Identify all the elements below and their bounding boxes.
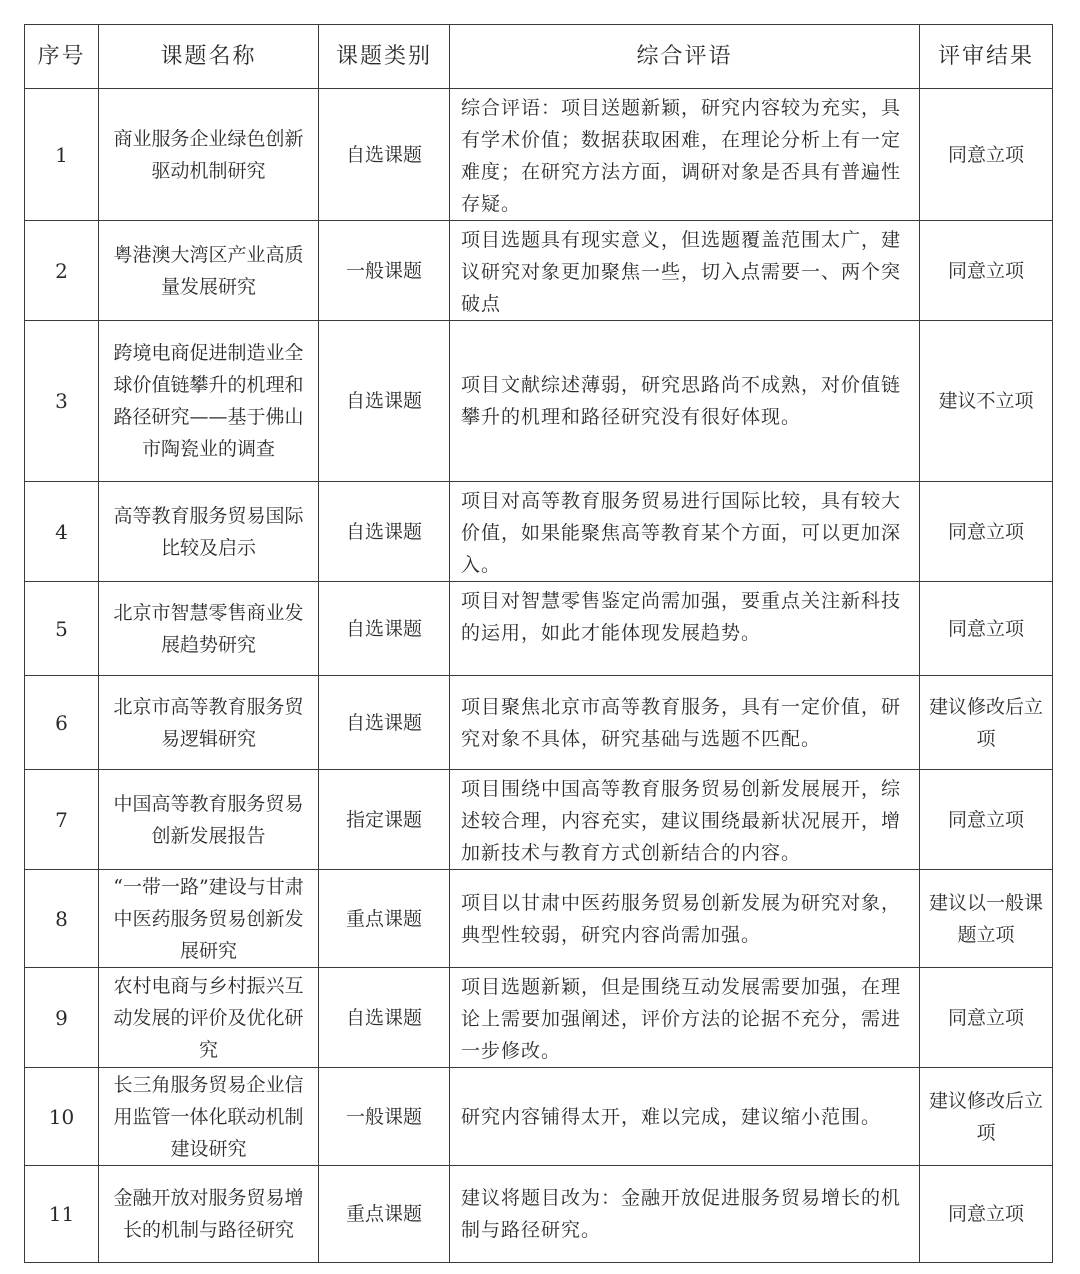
row-comment: 项目聚焦北京市高等教育服务，具有一定价值，研究对象不具体，研究基础与选题不匹配。 bbox=[450, 676, 920, 770]
row-result: 建议以一般课题立项 bbox=[920, 870, 1053, 968]
header-type: 课题类别 bbox=[319, 25, 450, 89]
header-result: 评审结果 bbox=[920, 25, 1053, 89]
row-comment: 项目选题具有现实意义，但选题覆盖范围太广，建议研究对象更加聚焦一些，切入点需要一、两个突破点 bbox=[450, 221, 920, 321]
row-name: 跨境电商促进制造业全球价值链攀升的机理和路径研究——基于佛山市陶瓷业的调查 bbox=[99, 321, 319, 482]
row-comment: 项目文献综述薄弱，研究思路尚不成熟，对价值链攀升的机理和路径研究没有很好体现。 bbox=[450, 321, 920, 482]
table-row bbox=[25, 321, 1053, 482]
row-index: 10 bbox=[25, 1068, 99, 1166]
row-comment: 项目对高等教育服务贸易进行国际比较，具有较大价值，如果能聚焦高等教育某个方面，可以更加深入。 bbox=[450, 482, 920, 582]
row-type: 自选课题 bbox=[319, 676, 450, 770]
row-name: 金融开放对服务贸易增长的机制与路径研究 bbox=[99, 1166, 319, 1263]
header-name: 课题名称 bbox=[99, 25, 319, 89]
table-row bbox=[25, 870, 1053, 968]
header-row bbox=[25, 25, 1053, 89]
row-name: 农村电商与乡村振兴互动发展的评价及优化研究 bbox=[99, 968, 319, 1068]
row-result: 同意立项 bbox=[920, 482, 1053, 582]
row-index: 1 bbox=[25, 89, 99, 221]
row-index: 6 bbox=[25, 676, 99, 770]
row-name: 商业服务企业绿色创新驱动机制研究 bbox=[99, 89, 319, 221]
row-name: 北京市智慧零售商业发展趋势研究 bbox=[99, 582, 319, 676]
row-type: 自选课题 bbox=[319, 968, 450, 1068]
table-row bbox=[25, 89, 1053, 221]
table-row bbox=[25, 482, 1053, 582]
row-type: 自选课题 bbox=[319, 482, 450, 582]
row-type: 一般课题 bbox=[319, 1068, 450, 1166]
row-result: 同意立项 bbox=[920, 968, 1053, 1068]
row-index: 8 bbox=[25, 870, 99, 968]
table-row bbox=[25, 968, 1053, 1068]
row-comment: 项目以甘肃中医药服务贸易创新发展为研究对象，典型性较弱，研究内容尚需加强。 bbox=[450, 870, 920, 968]
header-comment: 综合评语 bbox=[450, 25, 920, 89]
row-type: 重点课题 bbox=[319, 870, 450, 968]
row-result: 同意立项 bbox=[920, 221, 1053, 321]
table-row bbox=[25, 1166, 1053, 1263]
row-index: 7 bbox=[25, 770, 99, 870]
row-index: 5 bbox=[25, 582, 99, 676]
row-type: 一般课题 bbox=[319, 221, 450, 321]
row-index: 2 bbox=[25, 221, 99, 321]
table-row bbox=[25, 676, 1053, 770]
row-index: 11 bbox=[25, 1166, 99, 1263]
row-type: 指定课题 bbox=[319, 770, 450, 870]
row-result: 建议修改后立项 bbox=[920, 1068, 1053, 1166]
row-index: 9 bbox=[25, 968, 99, 1068]
row-index: 3 bbox=[25, 321, 99, 482]
row-result: 同意立项 bbox=[920, 1166, 1053, 1263]
table-row bbox=[25, 582, 1053, 676]
row-type: 重点课题 bbox=[319, 1166, 450, 1263]
row-result: 同意立项 bbox=[920, 582, 1053, 676]
row-result: 同意立项 bbox=[920, 89, 1053, 221]
row-comment: 建议将题目改为：金融开放促进服务贸易增长的机制与路径研究。 bbox=[450, 1166, 920, 1263]
row-result: 建议修改后立项 bbox=[920, 676, 1053, 770]
row-comment: 项目选题新颖，但是围绕互动发展需要加强，在理论上需要加强阐述，评价方法的论据不充分，需进一步修改。 bbox=[450, 968, 920, 1068]
row-type: 自选课题 bbox=[319, 582, 450, 676]
row-name: 中国高等教育服务贸易创新发展报告 bbox=[99, 770, 319, 870]
table-row bbox=[25, 1068, 1053, 1166]
header-index: 序号 bbox=[25, 25, 99, 89]
row-result: 建议不立项 bbox=[920, 321, 1053, 482]
row-type: 自选课题 bbox=[319, 321, 450, 482]
row-name: “一带一路”建设与甘肃中医药服务贸易创新发展研究 bbox=[99, 870, 319, 968]
row-name: 粤港澳大湾区产业高质量发展研究 bbox=[99, 221, 319, 321]
row-name: 北京市高等教育服务贸易逻辑研究 bbox=[99, 676, 319, 770]
row-name: 高等教育服务贸易国际比较及启示 bbox=[99, 482, 319, 582]
table-row bbox=[25, 221, 1053, 321]
table-row bbox=[25, 770, 1053, 870]
row-comment: 研究内容铺得太开，难以完成，建议缩小范围。 bbox=[450, 1068, 920, 1166]
row-index: 4 bbox=[25, 482, 99, 582]
review-results-table bbox=[24, 24, 1053, 1263]
row-comment: 项目对智慧零售鉴定尚需加强，要重点关注新科技的运用，如此才能体现发展趋势。 bbox=[450, 582, 920, 676]
row-comment: 项目围绕中国高等教育服务贸易创新发展展开，综述较合理，内容充实，建议围绕最新状况展开，增加新技术与教育方式创新结合的内容。 bbox=[450, 770, 920, 870]
row-result: 同意立项 bbox=[920, 770, 1053, 870]
row-comment: 综合评语：项目送题新颖，研究内容较为充实，具有学术价值；数据获取困难，在理论分析上有一定难度；在研究方法方面，调研对象是否具有普遍性存疑。 bbox=[450, 89, 920, 221]
row-name: 长三角服务贸易企业信用监管一体化联动机制建设研究 bbox=[99, 1068, 319, 1166]
row-type: 自选课题 bbox=[319, 89, 450, 221]
